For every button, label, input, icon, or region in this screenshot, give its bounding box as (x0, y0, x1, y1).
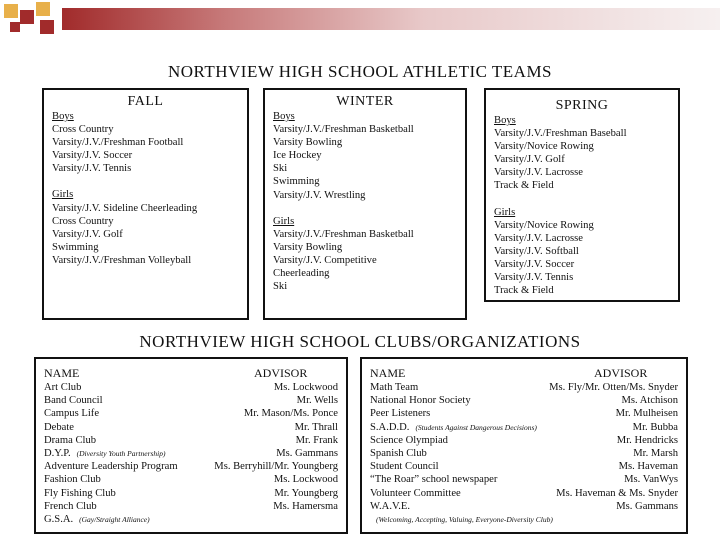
club-name: Student Council (370, 461, 439, 473)
clubs-right-name-header: NAME (370, 366, 406, 380)
list-item: Varsity/J.V./Freshman Basketball (273, 228, 414, 240)
club-name: Adventure Leadership Program (44, 461, 178, 473)
table-row (370, 447, 433, 460)
table-row (370, 513, 553, 526)
table-row (44, 487, 122, 500)
club-advisor: Mr. Thrall (294, 421, 338, 433)
club-name: Science Olympiad (370, 434, 448, 446)
club-advisor: Ms. Atchison (621, 395, 678, 407)
club-advisor: Ms. Gammans (616, 500, 678, 512)
club-name: S.A.D.D. (370, 421, 410, 433)
list-item: Varsity/J.V. Golf (52, 228, 123, 240)
club-note: (Welcoming, Accepting, Valuing, Everyone-Diversity Club) (376, 515, 553, 524)
list-item: Varsity/J.V. Tennis (494, 272, 574, 284)
list-item: Varsity/J.V./Freshman Baseball (494, 128, 627, 140)
club-name: Campus Life (44, 408, 100, 420)
list-item: Cheerleading (273, 268, 330, 280)
list-item: Varsity/J.V./Freshman Football (52, 137, 184, 149)
list-item: Varsity/Novice Rowing (494, 219, 594, 231)
winter-girls-list (273, 228, 457, 293)
fall-girls-label: Girls (52, 189, 74, 201)
club-advisor: Mr. Wells (296, 395, 338, 407)
list-item: Varsity/J.V. Sideline Cheerleading (52, 202, 198, 214)
club-advisor: Ms. Haveman (618, 461, 678, 473)
club-note: (Students Against Dangerous Decisions) (415, 422, 537, 432)
spring-girls-label: Girls (494, 206, 516, 218)
slide-header-decoration (0, 0, 720, 40)
spring-boys-label: Boys (494, 115, 516, 126)
spring-box (484, 88, 680, 302)
decor-square-3 (36, 2, 50, 16)
clubs-right-advisor-header: ADVISOR (594, 366, 648, 380)
club-name: Art Club (44, 382, 82, 393)
list-item: Track & Field (494, 285, 554, 297)
table-row (370, 434, 454, 447)
club-advisor: Ms. Lockwood (273, 382, 338, 393)
club-name: National Honor Society (370, 395, 471, 407)
club-name: Fashion Club (44, 474, 101, 486)
club-note: (Diversity Youth Partnership) (76, 449, 166, 458)
list-item: Varsity/J.V./Freshman Basketball (273, 124, 414, 136)
table-row (370, 487, 467, 500)
club-name: Drama Club (44, 434, 97, 446)
table-row (370, 421, 537, 434)
table-row (44, 513, 150, 526)
table-row (370, 407, 436, 420)
winter-heading: WINTER (336, 94, 394, 109)
clubs-title: NORTHVIEW HIGH SCHOOL CLUBS/ORGANIZATIONS (139, 332, 581, 351)
club-name: W.A.V.E. (370, 500, 411, 512)
fall-girls-list (52, 202, 239, 267)
list-item: Varsity/J.V. Lacrosse (494, 167, 583, 179)
list-item: Varsity/J.V. Softball (494, 245, 579, 257)
club-advisor: Mr. Youngberg (274, 487, 338, 499)
club-name: Debate (44, 421, 74, 433)
fall-boys-label: Boys (52, 111, 74, 122)
club-advisor: Mr. Hendricks (616, 434, 678, 446)
winter-girls-label: Girls (273, 215, 295, 227)
club-advisor: Mr. Frank (295, 434, 338, 446)
list-item: Varsity/J.V./Freshman Volleyball (52, 254, 192, 266)
club-name: “The Roar” school newspaper (370, 474, 498, 486)
decor-square-5 (40, 20, 54, 34)
winter-box (263, 88, 467, 320)
club-advisor: Mr. Marsh (633, 448, 678, 459)
athletics-title: NORTHVIEW HIGH SCHOOL ATHLETIC TEAMS (167, 62, 553, 81)
club-advisor: Ms. Gammans (276, 448, 338, 459)
winter-boys-list (273, 123, 457, 202)
list-item: Swimming (273, 176, 320, 188)
table-row (370, 460, 445, 473)
fall-box (42, 88, 249, 320)
list-item: Varsity/J.V. Soccer (52, 150, 133, 162)
fall-boys-list (52, 123, 239, 175)
winter-boys-label: Boys (273, 111, 295, 122)
spring-girls-list (494, 219, 670, 298)
table-row (44, 460, 184, 473)
list-item: Varsity/J.V. Wrestling (273, 189, 366, 201)
list-item: Track & Field (494, 180, 554, 192)
list-item: Cross Country (52, 215, 114, 227)
club-advisor: Ms. Berryhill/Mr. Youngberg (214, 461, 338, 473)
club-advisor: Ms. Lockwood (273, 474, 338, 486)
list-item: Cross Country (52, 124, 114, 136)
table-row (44, 500, 103, 513)
list-item: Ski (273, 163, 288, 175)
list-item: Swimming (52, 241, 99, 253)
table-row (370, 394, 477, 407)
table-row (44, 381, 87, 394)
club-name: G.S.A. (44, 514, 74, 525)
table-row (44, 447, 166, 460)
table-row (370, 500, 416, 513)
list-item: Ski (273, 281, 288, 293)
club-advisor: Ms. Hamersma (273, 500, 338, 512)
club-name: Peer Listeners (370, 408, 431, 420)
decor-square-2 (20, 10, 34, 24)
decor-square-4 (10, 22, 20, 32)
club-name: Fly Fishing Club (44, 487, 116, 499)
club-advisor: Mr. Mason/Ms. Ponce (243, 408, 338, 420)
table-row (44, 421, 80, 434)
list-item: Varsity/J.V. Soccer (494, 258, 575, 270)
list-item: Varsity/J.V. Tennis (52, 163, 132, 175)
table-row (370, 381, 424, 394)
spring-boys-list (494, 127, 670, 192)
list-item: Varsity/J.V. Lacrosse (494, 232, 583, 244)
club-name: D.Y.P. (44, 448, 71, 459)
club-name: French Club (44, 500, 97, 512)
clubs-left-advisor-header: ADVISOR (254, 366, 308, 380)
decor-square-1 (4, 4, 18, 18)
clubs-right-box (360, 357, 688, 534)
club-advisor: Mr. Bubba (632, 421, 678, 433)
clubs-left-name-header: NAME (44, 366, 80, 380)
club-advisor: Mr. Mulheisen (615, 408, 678, 420)
list-item: Varsity/Novice Rowing (494, 141, 594, 153)
table-row (370, 473, 503, 486)
list-item: Varsity/J.V. Golf (494, 154, 565, 166)
table-row (44, 473, 107, 486)
club-advisor: Ms. VanWys (624, 474, 678, 486)
club-name: Spanish Club (370, 448, 427, 459)
table-row (44, 394, 109, 407)
spring-heading: SPRING (555, 98, 609, 113)
list-item: Ice Hockey (273, 150, 322, 162)
header-gradient-bar (62, 8, 720, 30)
club-name: Band Council (44, 395, 103, 407)
table-row (44, 407, 105, 420)
fall-heading: FALL (127, 94, 164, 109)
table-row (44, 434, 102, 447)
club-advisor: Ms. Fly/Mr. Otten/Ms. Snyder (549, 382, 678, 393)
list-item: Varsity Bowling (273, 241, 343, 253)
club-name: Volunteer Committee (370, 487, 461, 499)
list-item: Varsity Bowling (273, 137, 343, 149)
club-advisor: Ms. Haveman & Ms. Snyder (556, 487, 678, 499)
club-note: (Gay/Straight Alliance) (79, 515, 150, 524)
club-name: Math Team (370, 382, 419, 393)
clubs-left-box (34, 357, 348, 534)
list-item: Varsity/J.V. Competitive (273, 254, 377, 266)
